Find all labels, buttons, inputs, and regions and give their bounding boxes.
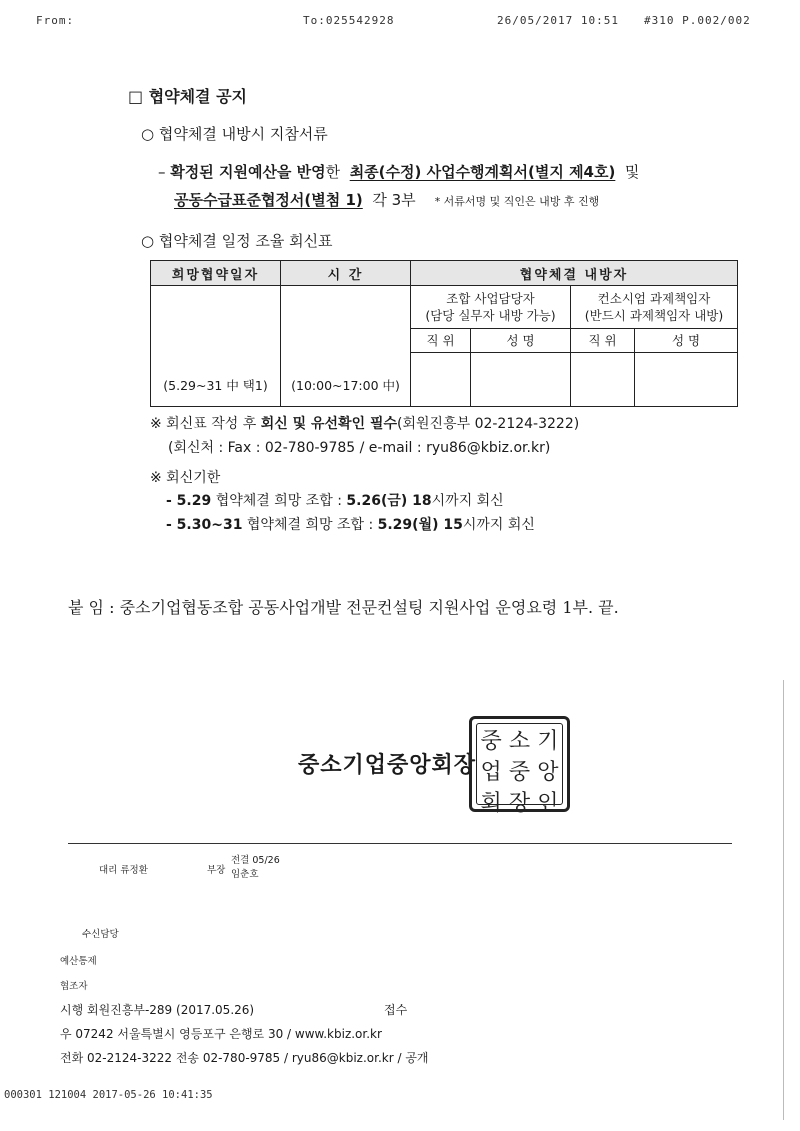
reply-note-pre: ※ 회신표 작성 후 bbox=[150, 416, 257, 432]
deadline1-label: 협약체결 희망 조합 : bbox=[215, 493, 342, 509]
approval-deputy: 대리 류정환 bbox=[99, 865, 148, 876]
approval-manager-name: 임춘호 bbox=[231, 869, 259, 880]
approval-final: 전결 05/26 bbox=[231, 855, 280, 866]
seal-char: 기 bbox=[537, 729, 559, 754]
reply-to-line: (회신처 : Fax : 02-780-9785 / e-mail : ryu86@kbiz.or.kr) bbox=[168, 440, 551, 456]
fax-to: To:025542928 bbox=[303, 14, 395, 27]
approval-manager-title: 부장 bbox=[207, 865, 226, 876]
header-desired-date: 희망협약일자 bbox=[151, 261, 281, 286]
seal-char: 업 bbox=[480, 760, 502, 785]
consult-manager-label: 컨소시엄 과제책임자 bbox=[597, 291, 711, 307]
footer-receiver: 수신담당 bbox=[82, 929, 119, 940]
fax-timestamp: 000301 121004 2017-05-26 10:41:35 bbox=[4, 1089, 213, 1101]
union-manager-header bbox=[411, 286, 571, 329]
underlined-agreement-doc: 공동수급표준협정서(별첨 1) bbox=[174, 191, 363, 209]
deadline1-due: 5.26(금) 18 bbox=[346, 493, 432, 509]
union-position-input[interactable] bbox=[411, 352, 471, 406]
dash-bullet: – bbox=[158, 163, 166, 181]
signature-footnote: * 서류서명 및 직인은 내방 후 진행 bbox=[434, 195, 600, 208]
attachment-line bbox=[68, 595, 619, 618]
seal-characters bbox=[476, 723, 563, 816]
item1-line2 bbox=[174, 189, 599, 210]
plain-han: 한 bbox=[325, 163, 341, 181]
item2-heading: ○ 협약체결 일정 조율 회신표 bbox=[141, 232, 333, 250]
copies-count: 각 3부 bbox=[372, 191, 416, 209]
deadline-title: ※ 회신기한 bbox=[150, 470, 221, 486]
fax-page-number: #310 P.002/002 bbox=[644, 14, 751, 27]
deadline-item-2 bbox=[166, 514, 535, 534]
consult-name-header: 성 명 bbox=[635, 329, 738, 352]
conjunction: 및 bbox=[624, 163, 640, 181]
deadline2-suffix: 시까지 회신 bbox=[462, 517, 535, 533]
attachment-text: : 중소기업협동조합 공동사업개발 전문컨설팅 지원사업 운영요령 1부. 끝. bbox=[109, 598, 619, 617]
consult-manager-note: (반드시 과제책임자 내방) bbox=[584, 308, 724, 324]
union-position-header: 직 위 bbox=[411, 329, 471, 352]
seal-char: 회 bbox=[480, 791, 502, 816]
consult-position-input[interactable] bbox=[571, 352, 635, 406]
seal-char: 소 bbox=[508, 729, 531, 754]
footer-issue: 시행 회원진흥부-289 (2017.05.26) bbox=[60, 1003, 255, 1017]
union-name-header: 성 명 bbox=[471, 329, 571, 352]
union-name-input[interactable] bbox=[471, 352, 571, 406]
union-manager-note: (담당 실무자 내방 가능) bbox=[425, 308, 556, 324]
scan-edge bbox=[783, 680, 784, 1120]
fax-datetime: 26/05/2017 10:51 bbox=[497, 14, 619, 27]
seal-char: 장 bbox=[508, 791, 531, 816]
seal-char: 중 bbox=[508, 760, 531, 785]
seal-char: 앙 bbox=[537, 760, 559, 785]
notice-title: □ 협약체결 공지 bbox=[128, 87, 247, 106]
bold-budget-phrase: 확정된 지원예산을 반영 bbox=[170, 163, 326, 181]
item1-line1 bbox=[158, 161, 639, 182]
reply-note-post: (회원진흥부 02-2124-3222) bbox=[397, 416, 580, 432]
deadline2-date: - 5.30~31 bbox=[166, 517, 243, 533]
attachment-label: 붙 임 bbox=[68, 598, 104, 617]
consult-position-header: 직 위 bbox=[571, 329, 635, 352]
deadline2-due: 5.29(월) 15 bbox=[377, 517, 463, 533]
footer-cooperator: 협조자 bbox=[60, 981, 88, 992]
footer-address: 우 07242 서울특별시 영등포구 은행로 30 / www.kbiz.or.kr bbox=[60, 1027, 382, 1041]
footer-contact: 전화 02-2124-3222 전송 02-780-9785 / ryu86@kbiz.or.kr / 공개 bbox=[60, 1051, 429, 1065]
consult-name-input[interactable] bbox=[635, 352, 738, 406]
seal-char: 인 bbox=[537, 791, 559, 816]
underlined-final-plan: 최종(수정) 사업수행계획서(별지 제4호) bbox=[349, 163, 616, 181]
cell-time-value: (10:00~17:00 中) bbox=[281, 286, 411, 407]
deadline1-suffix: 시까지 회신 bbox=[431, 493, 504, 509]
reply-note-bold: 회신 및 유선확인 필수 bbox=[260, 416, 398, 432]
deadline1-date: - 5.29 bbox=[166, 493, 212, 509]
seal-char: 중 bbox=[480, 729, 502, 754]
fax-from: From: bbox=[36, 14, 75, 27]
sender-name: 중소기업중앙회장 bbox=[298, 753, 477, 778]
deadline-item-1 bbox=[166, 490, 504, 510]
deadline2-label: 협약체결 희망 조합 : bbox=[246, 517, 374, 533]
consult-manager-header bbox=[571, 286, 738, 329]
header-time: 시 간 bbox=[281, 261, 411, 286]
union-manager-label: 조합 사업담당자 bbox=[446, 291, 535, 307]
header-visitors: 협약체결 내방자 bbox=[411, 261, 738, 286]
divider-line bbox=[68, 843, 732, 844]
footer-receipt: 접수 bbox=[384, 1003, 408, 1017]
item1-heading: ○ 협약체결 내방시 지참서류 bbox=[141, 125, 328, 143]
cell-date-value: (5.29~31 中 택1) bbox=[151, 286, 281, 407]
reply-note bbox=[150, 413, 579, 433]
footer-budget: 예산통제 bbox=[60, 956, 97, 967]
schedule-reply-table bbox=[150, 260, 738, 407]
official-seal bbox=[469, 716, 570, 816]
